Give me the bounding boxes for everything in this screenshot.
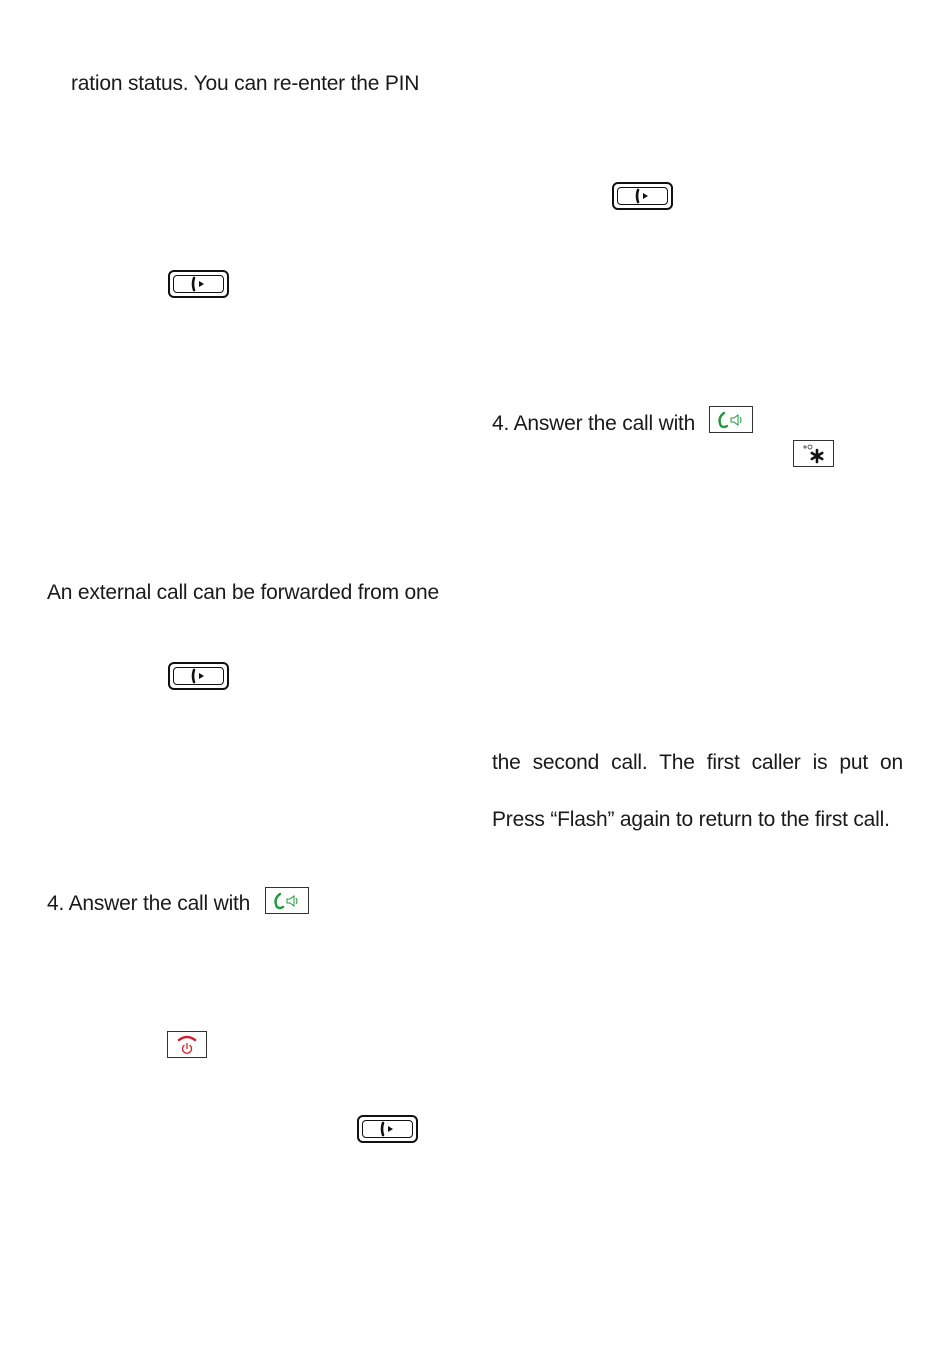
pin-status-text: ration status. You can re-enter the PIN [71, 72, 420, 95]
second-call-text: the second call. The first caller is put on [492, 751, 903, 774]
talk-key-icon [357, 1115, 418, 1143]
star-key-icon [793, 440, 834, 467]
flash-return-text: Press “Flash” again to return to the first call. [492, 808, 890, 831]
answer-call-text-left: 4. Answer the call with [47, 892, 251, 915]
end-call-key-icon [167, 1031, 207, 1058]
speakerphone-key-icon [265, 887, 309, 914]
talk-key-icon [612, 182, 673, 210]
forward-call-text: An external call can be forwarded from one [47, 581, 439, 604]
talk-key-icon [168, 270, 229, 298]
speakerphone-key-icon [709, 406, 753, 433]
answer-call-text-right: 4. Answer the call with [492, 412, 696, 435]
talk-key-icon [168, 662, 229, 690]
